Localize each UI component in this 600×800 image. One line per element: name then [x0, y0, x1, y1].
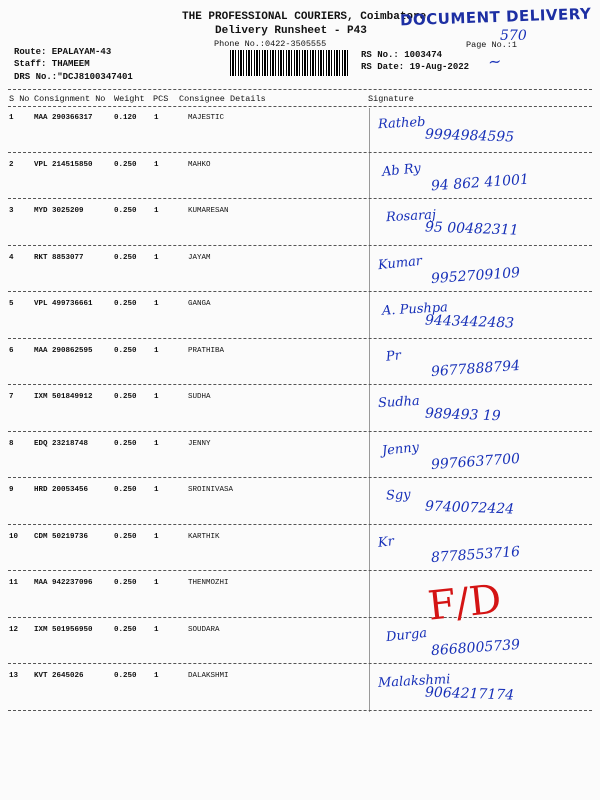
- signature-phone: 9994984595: [424, 126, 515, 146]
- row-sno: 3: [9, 207, 14, 215]
- row-sno: 11: [9, 579, 19, 587]
- col-header-pcs: PCS: [153, 94, 169, 104]
- row-consignment-number: KVT 2645026: [34, 672, 84, 680]
- signature-name: Sudha: [377, 393, 421, 412]
- row-pcs: 1: [154, 672, 159, 680]
- row-consignee-name: GANGA: [188, 300, 211, 308]
- signature-name: Jenny: [381, 440, 420, 459]
- signature-phone: 9740072424: [424, 498, 515, 518]
- row-consignment-number: MAA 290366317: [34, 114, 93, 122]
- signature-name: Ratheb: [377, 114, 426, 133]
- row-weight: 0.120: [114, 114, 137, 122]
- drs-number: DRS No.:"DCJ8100347401: [14, 72, 133, 82]
- staff-label: Staff: THAMEEM: [14, 59, 90, 69]
- row-consignment-number: CDM 50219736: [34, 533, 89, 541]
- rs-number: RS No.: 1003474: [361, 50, 443, 60]
- row-weight: 0.250: [114, 161, 137, 169]
- sheet-title: Delivery Runsheet - P43: [215, 25, 367, 37]
- signature-phone: 9064217174: [424, 684, 515, 704]
- row-pcs: 1: [154, 393, 159, 401]
- row-sno: 9: [9, 486, 14, 494]
- row-pcs: 1: [154, 207, 159, 215]
- col-header-consignment: Consignment No: [34, 94, 106, 104]
- handwritten-note: ~: [487, 51, 503, 72]
- row-pcs: 1: [154, 626, 159, 634]
- row-pcs: 1: [154, 440, 159, 448]
- row-sno: 12: [9, 626, 19, 634]
- row-consignee-name: MAHKO: [188, 161, 211, 169]
- stamp-note: 570: [500, 28, 527, 44]
- row-weight: 0.250: [114, 300, 137, 308]
- row-weight: 0.250: [114, 672, 137, 680]
- signature-name: Sgy: [385, 487, 411, 504]
- header-divider-top: [8, 89, 592, 90]
- signature-phone: 9677888794: [430, 357, 521, 381]
- row-sno: 7: [9, 393, 14, 401]
- row-weight: 0.250: [114, 347, 137, 355]
- row-consignee-name: SOUDARA: [188, 626, 220, 634]
- fd-mark: F/D: [425, 576, 504, 630]
- signature-name: Ab Ry: [381, 161, 422, 180]
- row-divider: [8, 710, 592, 711]
- row-sno: 5: [9, 300, 14, 308]
- row-divider: [8, 291, 592, 292]
- row-divider: [8, 198, 592, 199]
- rs-date: RS Date: 19-Aug-2022: [361, 62, 470, 72]
- row-consignee-name: DALAKSHMI: [188, 672, 229, 680]
- row-sno: 13: [9, 672, 19, 680]
- row-pcs: 1: [154, 161, 159, 169]
- signature-name: A. Pushpa: [381, 300, 449, 319]
- row-consignee-name: JENNY: [188, 440, 211, 448]
- row-sno: 1: [9, 114, 14, 122]
- signature-phone: 8778553716: [430, 543, 521, 567]
- col-header-weight: Weight: [114, 94, 145, 104]
- signature-name: Rosaraj: [385, 207, 437, 226]
- row-consignment-number: VPL 214515850: [34, 161, 93, 169]
- header-divider-bottom: [8, 106, 592, 107]
- row-consignee-name: KUMARESAN: [188, 207, 229, 215]
- row-sno: 8: [9, 440, 14, 448]
- row-weight: 0.250: [114, 486, 137, 494]
- row-pcs: 1: [154, 533, 159, 541]
- row-pcs: 1: [154, 254, 159, 262]
- barcode: [230, 50, 350, 76]
- row-consignee-name: SROINIVASA: [188, 486, 234, 494]
- signature-phone: 9976637700: [430, 450, 521, 474]
- row-divider: [8, 617, 592, 618]
- route-label: Route: EPALAYAM-43: [14, 47, 112, 57]
- row-pcs: 1: [154, 300, 159, 308]
- row-weight: 0.250: [114, 626, 137, 634]
- row-pcs: 1: [154, 579, 159, 587]
- row-pcs: 1: [154, 114, 159, 122]
- row-weight: 0.250: [114, 254, 137, 262]
- row-weight: 0.250: [114, 440, 137, 448]
- page-number: Page No.:1: [466, 40, 518, 50]
- row-consignment-number: RKT 8853077: [34, 254, 84, 262]
- signature-phone: 9952709109: [430, 264, 521, 288]
- row-divider: [8, 663, 592, 664]
- row-divider: [8, 570, 592, 571]
- row-consignment-number: EDQ 23218748: [34, 440, 89, 448]
- row-consignee-name: MAJESTIC: [188, 114, 225, 122]
- signature-name: Kumar: [377, 253, 423, 274]
- row-pcs: 1: [154, 486, 159, 494]
- row-pcs: 1: [154, 347, 159, 355]
- row-weight: 0.250: [114, 393, 137, 401]
- row-consignee-name: PRATHIBA: [188, 347, 225, 355]
- row-divider: [8, 477, 592, 478]
- row-consignee-name: JAYAM: [188, 254, 211, 262]
- row-divider: [8, 431, 592, 432]
- row-weight: 0.250: [114, 207, 137, 215]
- row-sno: 4: [9, 254, 14, 262]
- col-header-consignee: Consignee Details: [179, 94, 266, 104]
- row-weight: 0.250: [114, 579, 137, 587]
- row-divider: [8, 384, 592, 385]
- signature-phone: 989493 19: [424, 405, 501, 425]
- company-name: THE PROFESSIONAL COURIERS, Coimbatore: [182, 11, 427, 23]
- signature-phone: 95 00482311: [424, 219, 519, 239]
- row-divider: [8, 152, 592, 153]
- row-consignment-number: IXM 501956950: [34, 626, 93, 634]
- row-consignment-number: VPL 499736661: [34, 300, 93, 308]
- row-consignee-name: THENMOZHI: [188, 579, 229, 587]
- signature-phone: 8668005739: [430, 636, 521, 660]
- row-consignee-name: SUDHA: [188, 393, 211, 401]
- row-consignment-number: IXM 501849912: [34, 393, 93, 401]
- row-consignee-name: KARTHIK: [188, 533, 220, 541]
- signature-name: Durga: [385, 625, 428, 646]
- row-consignment-number: HRD 20053456: [34, 486, 89, 494]
- row-consignment-number: MAA 942237096: [34, 579, 93, 587]
- row-divider: [8, 338, 592, 339]
- signature-phone: 9443442483: [424, 312, 515, 332]
- row-divider: [8, 245, 592, 246]
- signature-name: Kr: [377, 534, 395, 551]
- row-sno: 2: [9, 161, 14, 169]
- row-consignment-number: MAA 290862595: [34, 347, 93, 355]
- row-weight: 0.250: [114, 533, 137, 541]
- row-sno: 6: [9, 347, 14, 355]
- col-header-signature: Signature: [368, 94, 414, 104]
- signature-phone: 94 862 41001: [430, 171, 530, 195]
- signature-name: Pr: [385, 348, 402, 365]
- col-header-sno: S No: [9, 94, 30, 104]
- document-delivery-stamp: DOCUMENT DELIVERY: [399, 4, 592, 30]
- row-sno: 10: [9, 533, 19, 541]
- phone-number: Phone No.:0422-3505555: [214, 39, 327, 49]
- row-divider: [8, 524, 592, 525]
- signature-name: Malakshmi: [377, 672, 451, 691]
- row-consignment-number: MYD 3025209: [34, 207, 84, 215]
